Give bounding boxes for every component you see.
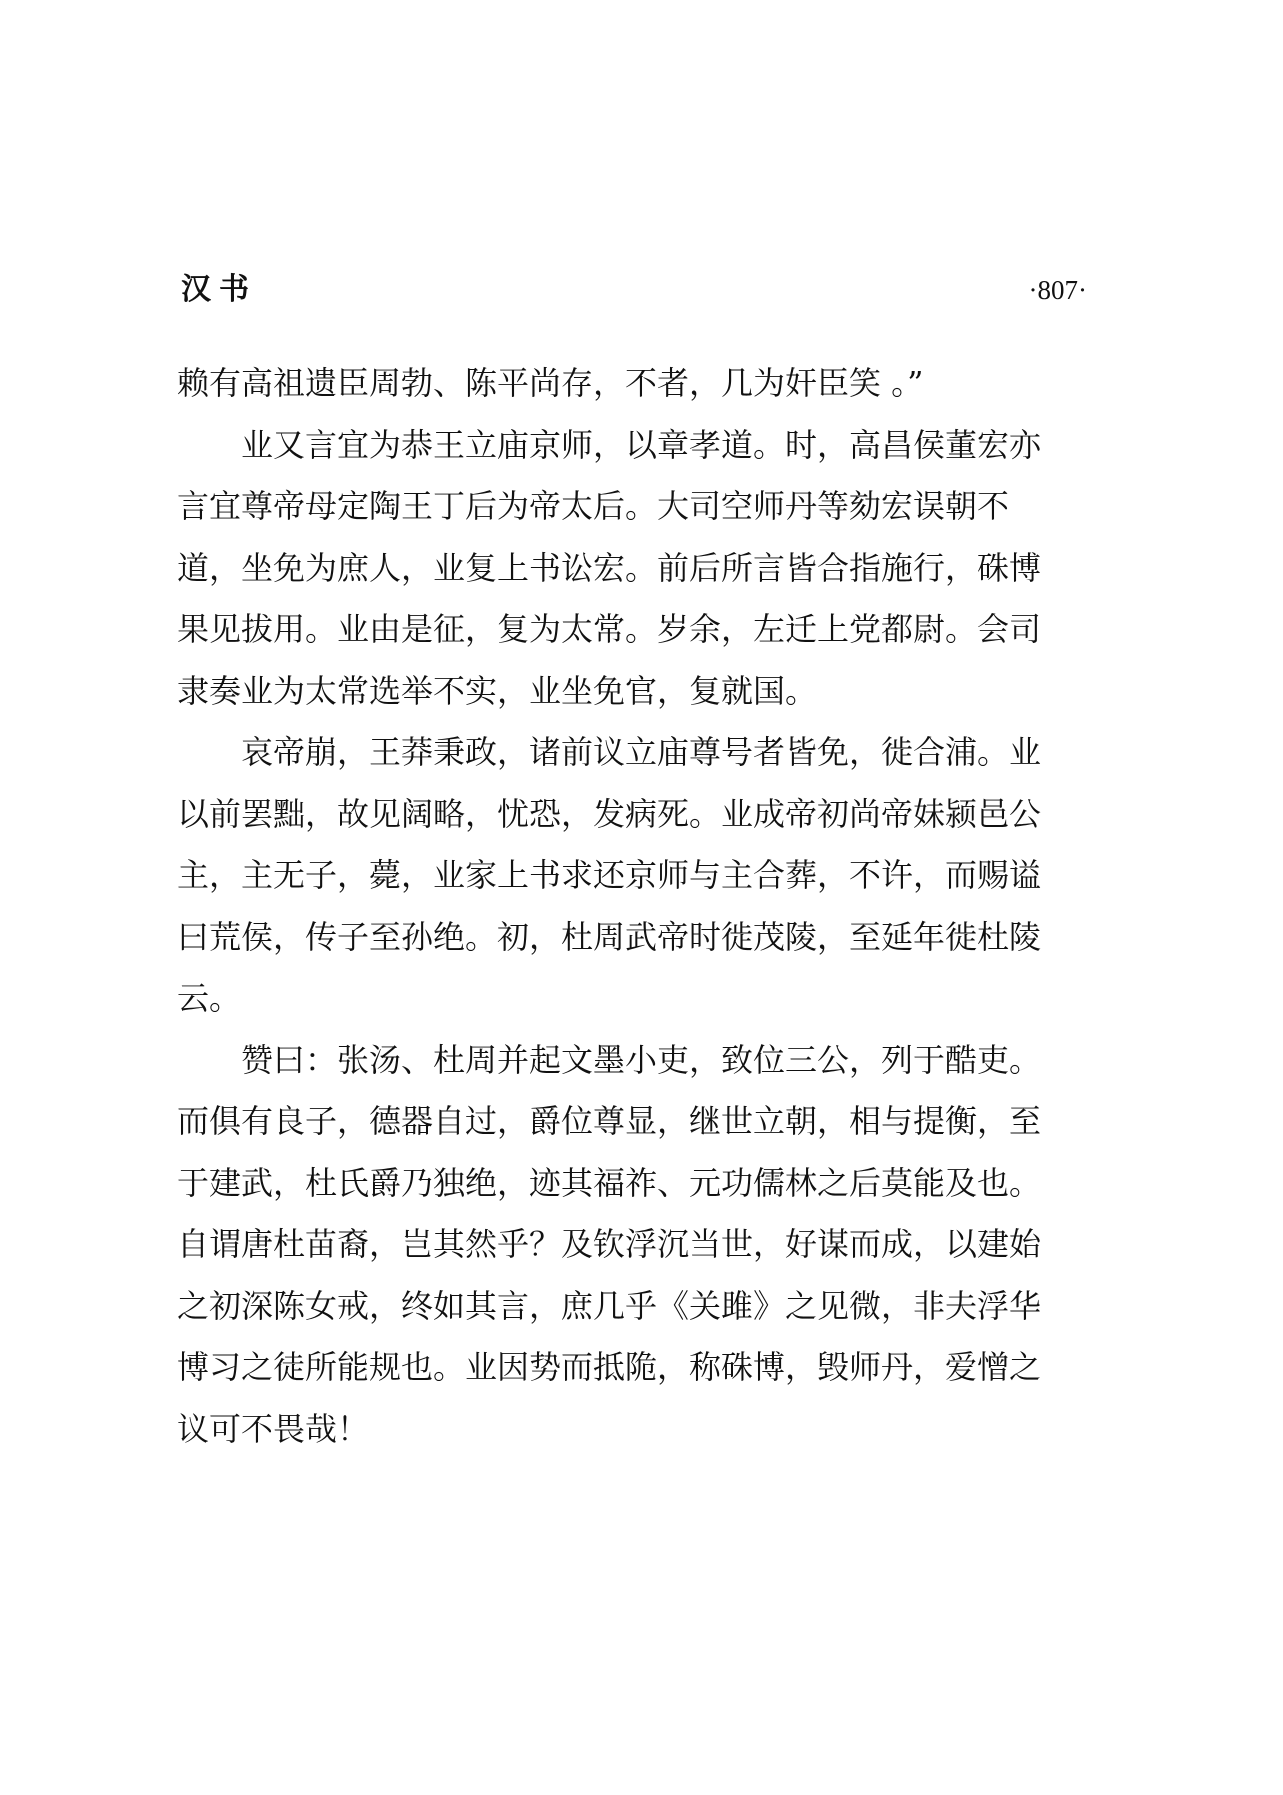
text-line: 议可不畏哉！: [177, 1409, 370, 1448]
text-line: 以前罢黜，故见阔略，忧恐，发病死。业成帝初尚帝妹颍邑公: [177, 794, 1042, 833]
text-line: 云。: [177, 979, 242, 1017]
text-line: 博习之徒所能规也。业因势而抵陒，称硃博，毁师丹，爱憎之: [177, 1348, 1042, 1386]
text-line: 隶奏业为太常选举不实，业坐免官，复就国。: [177, 671, 818, 710]
running-head: [181, 270, 1087, 310]
text-line: 于建武，杜氏爵乃独绝，迹其福祚、元功儒林之后莫能及也。: [177, 1163, 1042, 1202]
text-line: 言宜尊帝母定陶王丁后为帝太后。大司空师丹等劾宏误朝不: [177, 487, 1010, 525]
paragraph-start-line: 业又言宜为恭王立庙京师，以章孝道。时，高昌侯董宏亦: [241, 425, 1042, 464]
text-line: 果见拔用。业由是征，复为太常。岁余，左迁上党都尉。会司: [177, 610, 1042, 648]
text-line: 自谓唐杜苗裔，岂其然乎？及钦浮沉当世，好谋而成，以建始: [177, 1225, 1042, 1263]
book-title: 汉书: [181, 272, 257, 307]
paragraph-start-line: 哀帝崩，王莽秉政，诸前议立庙尊号者皆免，徙合浦。业: [241, 733, 1042, 771]
text-line: 主，主无子，薨，业家上书求还京师与主合葬，不许，而赐谥: [177, 856, 1042, 894]
text-line: 赖有高祖遗臣周勃、陈平尚存，不者，几为奸臣笑 。”: [177, 364, 924, 402]
text-line: 道，坐免为庶人，业复上书讼宏。前后所言皆合指施行，硃博: [177, 548, 1042, 587]
text-line: 而俱有良子，德器自过，爵位尊显，继世立朝，相与提衡，至: [177, 1102, 1042, 1140]
text-line: 曰荒侯，传子至孙绝。初，杜周武帝时徙茂陵，至延年徙杜陵: [177, 917, 1042, 956]
body-text: [177, 353, 1089, 1460]
paragraph-start-line: 赞曰：张汤、杜周并起文墨小吏，致位三公，列于酷吏。: [241, 1040, 1042, 1079]
text-line: 之初深陈女戒，终如其言，庶几乎《关雎》之见微，非夫浮华: [177, 1286, 1042, 1325]
page-number: ·807·: [1028, 275, 1087, 305]
